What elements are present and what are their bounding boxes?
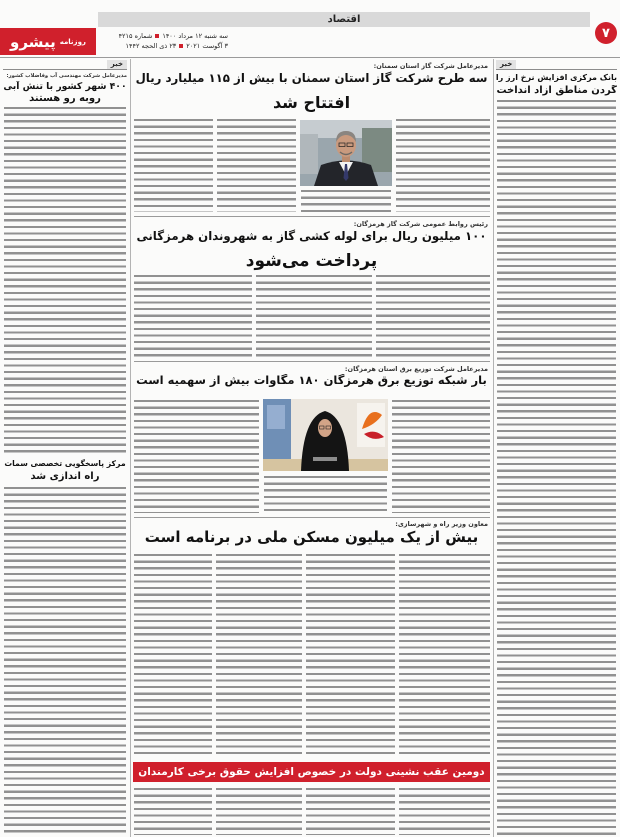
news-tag: خبر bbox=[107, 60, 127, 69]
hormozgan-gas-body-col-1 bbox=[376, 275, 490, 357]
date-separator bbox=[179, 44, 183, 48]
hormozgan-gas-headline-line-1: ۱۰۰ میلیون ریال برای لوله کشی گاز به شهروندان هرمزگانی bbox=[136, 229, 487, 243]
semnan-gas-body-col-1 bbox=[396, 119, 490, 212]
salaries-body-col-4 bbox=[134, 788, 212, 835]
right-story-headline-line-1: بانک مرکزی افزایش نرخ ارز را bbox=[496, 73, 617, 82]
left-story-1-kicker: مدیرعامل شرکت مهندسی آب وفاضلاب کشور: bbox=[6, 73, 127, 79]
page-number-badge bbox=[595, 22, 617, 44]
logo-word-large: پیشرو bbox=[10, 32, 56, 51]
hormozgan-gas-headline-line-2: پرداخت می‌شود bbox=[245, 251, 378, 271]
hormozgan-power-body-col-1 bbox=[392, 400, 490, 513]
dateline-row-2 bbox=[100, 41, 228, 51]
issue-dateline bbox=[100, 31, 228, 53]
hormozgan-power-headline: بار شبکه توزیع برق هرمزگان ۱۸۰ مگاوات بیش از سهمیه است bbox=[136, 374, 487, 387]
left-story-1-headline-line-1: ۴۰۰ شهر کشور با تنش آبی bbox=[3, 81, 127, 92]
date-gregorian: ۳ آگوست ۲۰۲۱ bbox=[186, 42, 228, 50]
salaries-headline-banner bbox=[133, 762, 490, 782]
right-story-body bbox=[497, 100, 616, 835]
left-story-1-headline-line-2: روبه رو هستند bbox=[29, 93, 101, 104]
semnan-gas-body-col-2 bbox=[217, 119, 296, 212]
left-news-tagbar bbox=[3, 60, 127, 70]
housing-body-col-3 bbox=[216, 554, 302, 757]
date-separator bbox=[155, 34, 159, 38]
hormozgan-power-body-col-2 bbox=[264, 476, 387, 513]
housing-body-col-2 bbox=[306, 554, 395, 757]
photo-semnan-gas-ceo bbox=[300, 120, 392, 186]
left-story-1-body bbox=[4, 107, 126, 453]
salaries-body-col-2 bbox=[306, 788, 395, 835]
hormozgan-power-kicker: مدیرعامل شرکت توزیع برق استان هرمزگان: bbox=[344, 365, 488, 373]
hormozgan-gas-body-col-3 bbox=[134, 275, 252, 357]
housing-body-col-4 bbox=[134, 554, 212, 757]
article-divider bbox=[134, 216, 490, 217]
page-number: ۷ bbox=[602, 25, 610, 41]
semnan-gas-kicker: مدیرعامل شرکت گاز استان سمنان: bbox=[373, 62, 488, 70]
left-story-2-headline-line-1: مرکز پاسخگویی تخصصی سمات bbox=[4, 459, 126, 468]
semnan-gas-body-col-3 bbox=[134, 119, 213, 212]
section-band bbox=[98, 12, 590, 27]
column-divider bbox=[130, 59, 131, 837]
semnan-gas-photo-caption bbox=[301, 190, 391, 212]
salaries-body-col-1 bbox=[399, 788, 490, 835]
hormozgan-gas-kicker: رئیس روابط عمومی شرکت گاز هرمزگان: bbox=[353, 220, 488, 228]
left-story-2-body bbox=[4, 487, 126, 835]
housing-headline: بیش از یک میلیون مسکن ملی در برنامه است bbox=[144, 528, 479, 546]
salaries-headline: دومین عقب نشینی دولت در خصوص افزایش حقوق برخی کارمندان bbox=[138, 766, 485, 778]
news-tag: خبر bbox=[496, 60, 516, 69]
column-divider bbox=[493, 59, 494, 837]
left-story-2-headline-line-2: راه اندازی شد bbox=[30, 471, 100, 482]
article-divider bbox=[134, 517, 490, 518]
housing-body-col-1 bbox=[399, 554, 490, 757]
header-rule bbox=[0, 57, 620, 58]
newspaper-logo bbox=[0, 28, 96, 55]
article-divider bbox=[134, 361, 490, 362]
right-news-tagbar bbox=[496, 60, 617, 70]
issue-number: شماره ۴۲۱۵ bbox=[118, 32, 153, 40]
hormozgan-power-body-col-3 bbox=[134, 400, 259, 513]
salaries-body-col-3 bbox=[216, 788, 302, 835]
hormozgan-gas-body-col-2 bbox=[256, 275, 372, 357]
date-persian: سه شنبه ۱۲ مرداد ۱۴۰۰ bbox=[162, 32, 228, 40]
logo-word-small: روزنامه bbox=[59, 37, 86, 46]
section-title: اقتصاد bbox=[327, 14, 361, 25]
housing-kicker: معاون وزیر راه و شهرسازی: bbox=[395, 520, 488, 528]
photo-hormozgan-power-ceo bbox=[263, 399, 388, 471]
dateline-row-1 bbox=[100, 31, 228, 41]
semnan-gas-headline-line-2: افتتاح شد bbox=[272, 93, 351, 112]
semnan-gas-headline-line-1: سه طرح شرکت گاز استان سمنان با بیش از ۱۱۵ میلیارد ریال bbox=[135, 71, 488, 85]
date-hijri: ۲۳ ذی الحجه ۱۴۴۲ bbox=[125, 42, 177, 50]
right-story-headline-line-2: گردن مناطق آزاد انداخت bbox=[496, 85, 617, 96]
